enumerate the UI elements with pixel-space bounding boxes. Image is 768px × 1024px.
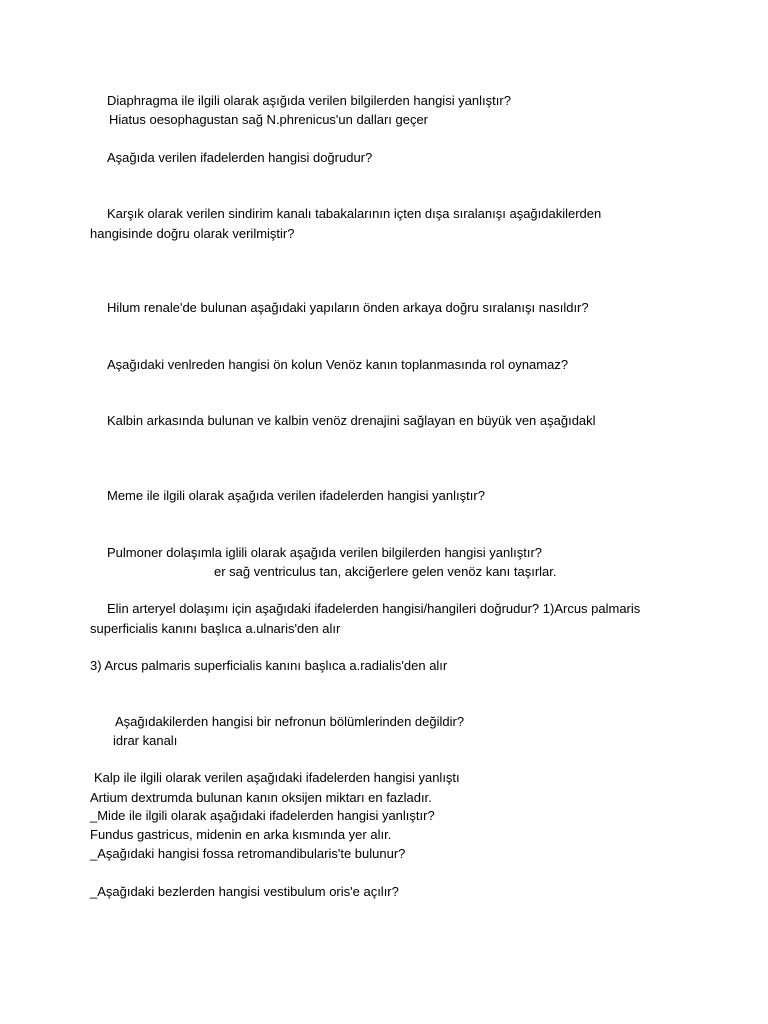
question-line: Aşağıda verilen ifadelerden hangisi doğrudur? <box>107 150 373 165</box>
answer-line: 3) Arcus palmaris superficialis kanını başlıca a.radialis'den alır <box>90 658 448 673</box>
question-line: Hilum renale'de bulunan aşağıdaki yapıların önden arkaya doğru sıralanışı nasıldır? <box>107 300 589 315</box>
question-line: Elin arteryel dolaşımı için aşağıdaki ifadelerden hangisi/hangileri doğrudur? 1)Arcus palmaris <box>107 601 641 616</box>
question-line: _Aşağıdaki hangisi fossa retromandibularis'te bulunur? <box>90 846 406 861</box>
question-line: _Aşağıdaki bezlerden hangisi vestibulum oris'e açılır? <box>90 884 399 899</box>
answer-line: superficialis kanını başlıca a.ulnaris'den alır <box>90 621 341 636</box>
question-line: Kalbin arkasında bulunan ve kalbin venöz drenajini sağlayan en büyük ven aşağıdakl <box>107 413 596 428</box>
answer-line: Fundus gastricus, midenin en arka kısmında yer alır. <box>90 827 392 842</box>
question-line: Aşağıdaki venlreden hangisi ön kolun Venöz kanın toplanmasında rol oynamaz? <box>107 357 569 372</box>
answer-line: Hiatus oesophagustan sağ N.phrenicus'un dalları geçer <box>109 112 429 127</box>
question-line: Pulmoner dolaşımla iglili olarak aşağıda verilen bilgilerden hangisi yanlıştır? <box>107 545 543 560</box>
answer-line: idrar kanalı <box>113 733 178 748</box>
question-line: Karşık olarak verilen sindirim kanalı tabakalarının içten dışa sıralanışı aşağıdakilerden <box>107 206 602 221</box>
question-line: _Mide ile ilgili olarak aşağıdaki ifadelerden hangisi yanlıştır? <box>90 808 435 823</box>
question-line: Meme ile ilgili olarak aşağıda verilen ifadelerden hangisi yanlıştır? <box>107 488 485 503</box>
question-line: Aşağıdakilerden hangisi bir nefronun bölümlerinden değildir? <box>115 714 465 729</box>
answer-line: Artium dextrumda bulunan kanın oksijen miktarı en fazladır. <box>90 790 432 805</box>
question-line: Kalp ile ilgili olarak verilen aşağıdaki ifadelerden hangisi yanlıştı <box>94 770 460 785</box>
answer-line: er sağ ventriculus tan, akciğerlere gelen venöz kanı taşırlar. <box>214 564 557 579</box>
question-line: hangisinde doğru olarak verilmiştir? <box>90 226 295 241</box>
question-line: Diaphragma ile ilgili olarak aşığıda verilen bilgilerden hangisi yanlıştır? <box>107 93 511 108</box>
